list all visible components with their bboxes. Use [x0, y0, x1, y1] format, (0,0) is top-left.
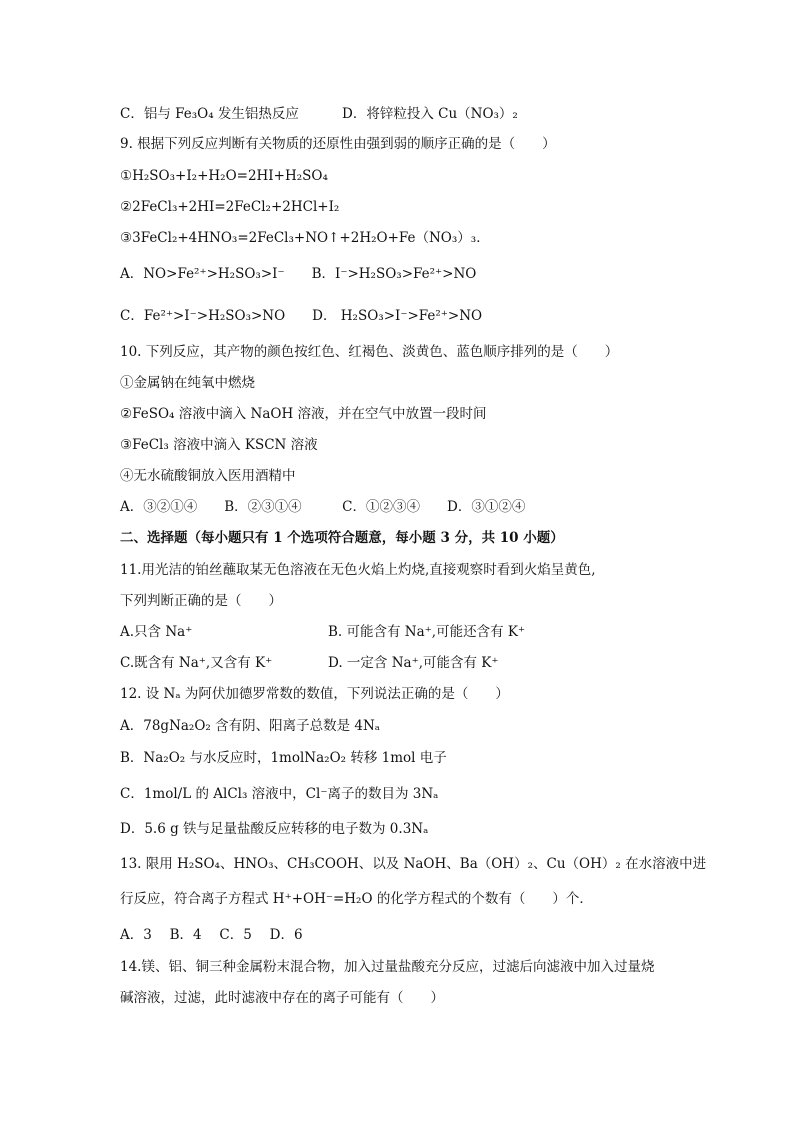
q12-stem: 12. 设 Nₐ 为阿伏加德罗常数的数值，下列说法正确的是（ ）: [120, 686, 509, 702]
q8-option-d: D．将锌粒投入 Cu（NO₃）₂: [342, 106, 518, 122]
q11-option-b: B. 可能含有 Na⁺,可能还含有 K⁺: [328, 624, 526, 640]
q10-options: A．③②①④ B．②③①④ C．①②③④ D．③①②④: [120, 499, 526, 515]
q12-option-a: A．78gNa₂O₂ 含有阴、阳离子总数是 4Nₐ: [120, 718, 381, 734]
q10-stem: 10. 下列反应，其产物的颜色按红色、红褐色、淡黄色、蓝色顺序排列的是（ ）: [120, 344, 619, 360]
q11-option-c: C.既含有 Na⁺,又含有 K⁺: [120, 655, 273, 671]
q11-stem-line-2: 下列判断正确的是（ ）: [120, 593, 282, 609]
q12-option-c: C．1mol/L 的 AlCl₃ 溶液中，Cl⁻离子的数目为 3Nₐ: [120, 786, 439, 802]
section-2-heading: 二、选择题（每小题只有 1 个选项符合题意，每小题 3 分，共 10 小题）: [120, 530, 564, 546]
q14-stem-line-1: 14.镁、铝、铜三种金属粉末混合物，加入过量盐酸充分反应，过滤后向滤液中加入过量烧: [120, 959, 655, 975]
q9-reaction-3: ③3FeCl₂+4HNO₃=2FeCl₃+NO↑+2H₂O+Fe（NO₃）₃．: [120, 230, 490, 246]
q9-options-cd: C．Fe²⁺>I⁻>H₂SO₃>NO D． H₂SO₃>I⁻>Fe²⁺>NO: [120, 308, 483, 324]
q13-stem-line-1: 13. 限用 H₂SO₄、HNO₃、CH₃COOH、以及 NaOH、Ba（OH）₂、Cu（OH）₂ 在水溶液中进: [120, 856, 707, 872]
q10-item-3: ③FeCl₃ 溶液中滴入 KSCN 溶液: [120, 437, 318, 453]
q9-stem: 9. 根据下列反应判断有关物质的还原性由强到弱的顺序正确的是（ ）: [120, 136, 556, 152]
q11-stem-line-1: 11.用光洁的铂丝蘸取某无色溶液在无色火焰上灼烧,直接观察时看到火焰呈黄色,: [120, 562, 596, 578]
q12-option-d: D．5.6 g 铁与足量盐酸反应转移的电子数为 0.3Nₐ: [120, 821, 429, 837]
q9-options-ab: A．NO>Fe²⁺>H₂SO₃>I⁻ B．I⁻>H₂SO₃>Fe²⁺>NO: [120, 266, 477, 282]
q8-option-c: C．铝与 Fe₃O₄ 发生铝热反应: [120, 106, 299, 122]
q11-option-d: D. 一定含 Na⁺,可能含有 K⁺: [328, 655, 499, 671]
q10-item-4: ④无水硫酸铜放入医用酒精中: [120, 468, 296, 484]
q11-option-a: A.只含 Na⁺: [120, 624, 193, 640]
q9-reaction-2: ②2FeCl₃+2HI=2FeCl₂+2HCl+I₂: [120, 199, 340, 215]
q13-options: A．3 B．4 C．5 D．6: [120, 927, 303, 943]
q13-stem-line-2: 行反应，符合离子方程式 H⁺+OH⁻=H₂O 的化学方程式的个数有（ ）个．: [120, 891, 593, 907]
q9-reaction-1: ①H₂SO₃+I₂+H₂O=2HI+H₂SO₄: [120, 168, 328, 184]
q10-item-1: ①金属钠在纯氧中燃烧: [120, 375, 255, 391]
q12-option-b: B．Na₂O₂ 与水反应时，1molNa₂O₂ 转移 1mol 电子: [120, 750, 447, 766]
q10-item-2: ②FeSO₄ 溶液中滴入 NaOH 溶液，并在空气中放置一段时间: [120, 406, 487, 422]
q14-stem-line-2: 碱溶液，过滤，此时滤液中存在的离子可能有（ ）: [120, 990, 444, 1006]
